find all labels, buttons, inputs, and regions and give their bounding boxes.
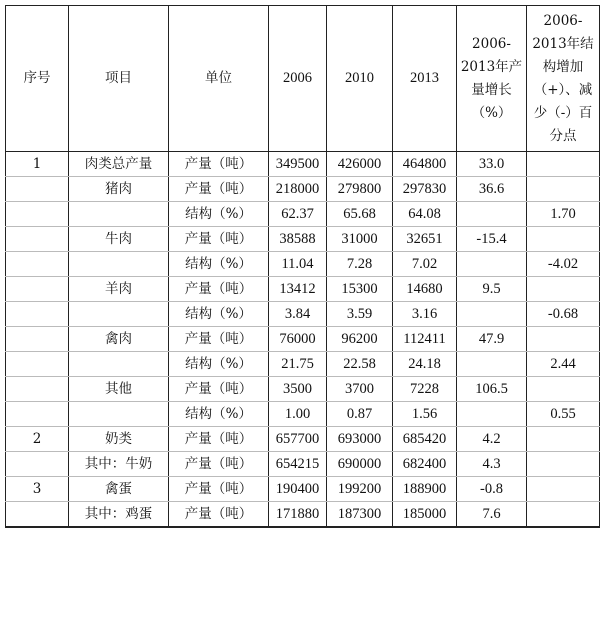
cell-item: 奶类 [69,427,169,452]
cell-item: 其他 [69,377,169,402]
cell-2006: 21.75 [269,352,327,377]
cell-unit: 结构（%） [169,302,269,327]
table-row [6,177,600,202]
cell-2006: 171880 [269,502,327,528]
cell-structure-change: 2.44 [527,352,600,377]
header-2013: 2013 [393,6,457,152]
cell-structure-change [527,227,600,252]
cell-item: 其中：牛奶 [69,452,169,477]
cell-unit: 产量（吨） [169,427,269,452]
cell-unit: 结构（%） [169,352,269,377]
header-item: 项目 [69,6,169,152]
table-row [6,427,600,452]
cell-2013: 3.16 [393,302,457,327]
cell-2013: 685420 [393,427,457,452]
cell-2010: 187300 [327,502,393,528]
cell-2013: 7228 [393,377,457,402]
cell-seq [6,502,69,528]
cell-2010: 279800 [327,177,393,202]
cell-2013: 7.02 [393,252,457,277]
cell-growth: 9.5 [457,277,527,302]
cell-2013: 297830 [393,177,457,202]
cell-unit: 产量（吨） [169,477,269,502]
cell-2006: 218000 [269,177,327,202]
header-seq: 序号 [6,6,69,152]
table-row [6,402,600,427]
cell-seq: 2 [6,427,69,452]
table-row [6,302,600,327]
cell-2013: 682400 [393,452,457,477]
cell-unit: 结构（%） [169,402,269,427]
cell-growth [457,302,527,327]
cell-unit: 产量（吨） [169,377,269,402]
cell-growth [457,202,527,227]
cell-growth: -0.8 [457,477,527,502]
table-row [6,202,600,227]
table-row [6,327,600,352]
cell-2013: 32651 [393,227,457,252]
cell-seq [6,302,69,327]
cell-2006: 38588 [269,227,327,252]
cell-2013: 14680 [393,277,457,302]
cell-seq [6,177,69,202]
cell-structure-change [527,377,600,402]
cell-unit: 结构（%） [169,202,269,227]
table-row [6,227,600,252]
cell-2010: 31000 [327,227,393,252]
cell-2013: 464800 [393,152,457,177]
table-body [6,152,600,528]
cell-unit: 产量（吨） [169,152,269,177]
cell-2010: 65.68 [327,202,393,227]
cell-2013: 24.18 [393,352,457,377]
table-row [6,252,600,277]
cell-growth [457,352,527,377]
cell-growth: 7.6 [457,502,527,528]
cell-seq [6,202,69,227]
cell-seq [6,277,69,302]
cell-2013: 64.08 [393,202,457,227]
cell-seq [6,452,69,477]
cell-unit: 产量（吨） [169,452,269,477]
cell-unit: 产量（吨） [169,327,269,352]
header-unit: 单位 [169,6,269,152]
cell-structure-change [527,327,600,352]
cell-item [69,402,169,427]
cell-item [69,252,169,277]
header-structure-change: 2006-2013年结构增加（+）、减少（-）百分点 [527,6,600,152]
header-growth: 2006-2013年产量增长（%） [457,6,527,152]
cell-item: 猪肉 [69,177,169,202]
cell-2010: 3.59 [327,302,393,327]
cell-2006: 3500 [269,377,327,402]
cell-2006: 3.84 [269,302,327,327]
cell-seq: 3 [6,477,69,502]
cell-seq [6,352,69,377]
cell-2006: 13412 [269,277,327,302]
cell-seq: 1 [6,152,69,177]
cell-item [69,202,169,227]
cell-structure-change [527,452,600,477]
cell-unit: 产量（吨） [169,277,269,302]
table-row [6,477,600,502]
table-row [6,452,600,477]
cell-growth: 106.5 [457,377,527,402]
cell-2010: 22.58 [327,352,393,377]
cell-growth: 4.3 [457,452,527,477]
cell-structure-change: 1.70 [527,202,600,227]
production-table [5,5,600,528]
cell-2006: 657700 [269,427,327,452]
cell-2010: 3700 [327,377,393,402]
cell-2006: 190400 [269,477,327,502]
cell-2010: 96200 [327,327,393,352]
cell-growth: 36.6 [457,177,527,202]
header-2006: 2006 [269,6,327,152]
cell-item: 禽肉 [69,327,169,352]
cell-structure-change [527,427,600,452]
cell-2013: 185000 [393,502,457,528]
cell-2010: 693000 [327,427,393,452]
cell-item [69,302,169,327]
cell-2013: 188900 [393,477,457,502]
cell-unit: 结构（%） [169,252,269,277]
cell-structure-change: -0.68 [527,302,600,327]
cell-2006: 76000 [269,327,327,352]
table-row [6,352,600,377]
cell-item: 肉类总产量 [69,152,169,177]
cell-2006: 1.00 [269,402,327,427]
cell-seq [6,402,69,427]
cell-item: 羊肉 [69,277,169,302]
cell-item: 牛肉 [69,227,169,252]
table-row [6,377,600,402]
cell-2013: 1.56 [393,402,457,427]
cell-structure-change [527,477,600,502]
header-2010: 2010 [327,6,393,152]
table-row [6,277,600,302]
cell-item: 禽蛋 [69,477,169,502]
cell-2006: 62.37 [269,202,327,227]
cell-2006: 349500 [269,152,327,177]
cell-structure-change [527,177,600,202]
cell-2010: 15300 [327,277,393,302]
cell-growth [457,402,527,427]
header-row [6,6,600,152]
cell-unit: 产量（吨） [169,502,269,528]
cell-structure-change [527,502,600,528]
cell-2010: 0.87 [327,402,393,427]
cell-2010: 426000 [327,152,393,177]
cell-growth: 4.2 [457,427,527,452]
cell-unit: 产量（吨） [169,227,269,252]
cell-growth [457,252,527,277]
cell-item [69,352,169,377]
cell-seq [6,227,69,252]
cell-seq [6,327,69,352]
cell-growth: 47.9 [457,327,527,352]
cell-structure-change [527,277,600,302]
cell-structure-change [527,152,600,177]
cell-unit: 产量（吨） [169,177,269,202]
cell-2013: 112411 [393,327,457,352]
cell-growth: 33.0 [457,152,527,177]
cell-seq [6,377,69,402]
cell-structure-change: -4.02 [527,252,600,277]
cell-seq [6,252,69,277]
table-row [6,502,600,528]
cell-2010: 199200 [327,477,393,502]
cell-2006: 654215 [269,452,327,477]
cell-growth: -15.4 [457,227,527,252]
cell-2006: 11.04 [269,252,327,277]
cell-item: 其中：鸡蛋 [69,502,169,528]
table-row [6,152,600,177]
cell-structure-change: 0.55 [527,402,600,427]
cell-2010: 690000 [327,452,393,477]
cell-2010: 7.28 [327,252,393,277]
